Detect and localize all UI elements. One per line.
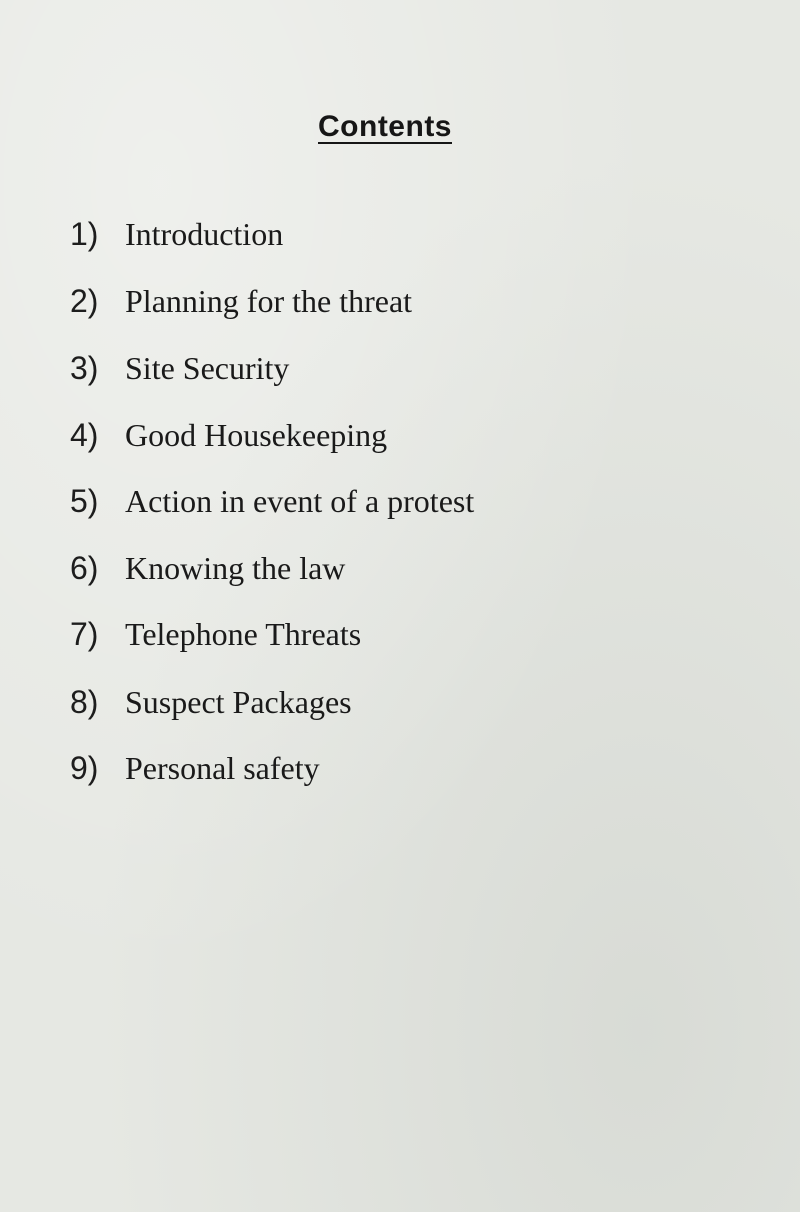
toc-item-label: Personal safety (125, 750, 320, 786)
toc-item-suspect-packages (70, 686, 750, 732)
toc-item-number: 5) (70, 483, 99, 519)
toc-item-label: Knowing the law (125, 550, 346, 586)
toc-item-number: 4) (70, 417, 99, 453)
toc-item-number: 9) (70, 750, 99, 786)
toc-item-label: Introduction (125, 216, 284, 252)
toc-item-introduction (70, 218, 750, 264)
toc-item-number: 1) (70, 216, 99, 252)
page-title: Contents (318, 110, 452, 143)
toc-item-number: 8) (70, 684, 99, 720)
toc-item-housekeeping (70, 419, 750, 465)
toc-item-number: 7) (70, 616, 99, 652)
toc-item-number: 2) (70, 283, 99, 319)
toc-item-label: Site Security (125, 350, 290, 386)
toc-item-label: Planning for the threat (125, 283, 413, 319)
toc-item-label: Suspect Packages (125, 684, 352, 720)
toc-item-label: Telephone Threats (125, 616, 362, 652)
toc-item-label: Good Housekeeping (125, 417, 388, 453)
toc-item-label: Action in event of a protest (125, 483, 475, 519)
toc-item-personal-safety (70, 752, 750, 798)
toc-item-site-security (70, 352, 750, 398)
toc-item-number: 6) (70, 550, 99, 586)
toc-item-law (70, 552, 750, 598)
toc-item-planning (70, 285, 750, 331)
toc-item-telephone-threats (70, 618, 750, 664)
toc-item-protest (70, 485, 750, 531)
toc-item-number: 3) (70, 350, 99, 386)
